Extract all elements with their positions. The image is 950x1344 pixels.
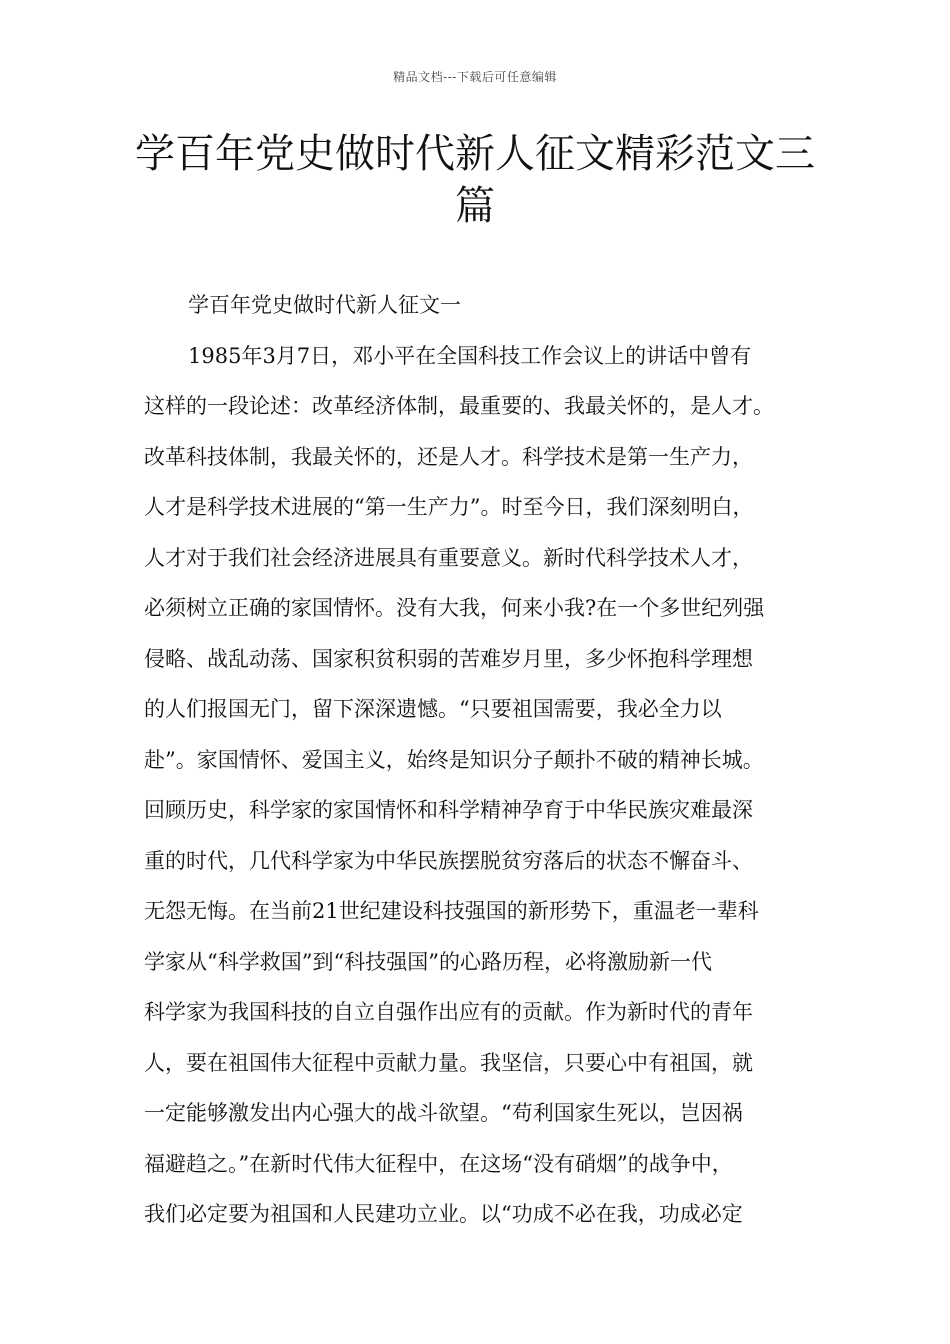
paragraph-line: 福避趋之。”在新时代伟大征程中，在这场“没有硝烟”的战争中， bbox=[144, 1151, 733, 1176]
paragraph-line: 学家从“科学救国”到“科技强国”的心路历程，必将激励新一代 bbox=[144, 949, 712, 974]
paragraph-line: 必须树立正确的家国情怀。没有大我，何来小我?在一个多世纪列强 bbox=[144, 596, 765, 620]
title-line-2: 篇 bbox=[455, 183, 495, 229]
paragraph-line: 回顾历史，科学家的家国情怀和科学精神孕育于中华民族灾难最深 bbox=[144, 798, 753, 822]
paragraph-line: 重的时代，几代科学家为中华民族摆脱贫穷落后的状态不懈奋斗、 bbox=[144, 848, 753, 873]
paragraph-line: 赴”。家国情怀、爱国主义，始终是知识分子颠扑不破的精神长城。 bbox=[144, 747, 764, 772]
document-title bbox=[130, 128, 820, 232]
header-note: 精品文档---下载后可任意编辑 bbox=[393, 70, 557, 84]
body-text bbox=[144, 280, 834, 1240]
paragraph-line: 侵略、战乱动荡、国家积贫积弱的苦难岁月里，多少怀抱科学理想 bbox=[144, 646, 753, 671]
paragraph-line: 改革科技体制，我最关怀的，还是人才。科学技术是第一生产力， bbox=[144, 444, 753, 469]
paragraph-line: 我们必定要为祖国和人民建功立业。以“功成不必在我，功成必定 bbox=[144, 1202, 743, 1226]
paragraph-line: 的人们报国无门，留下深深遗憾。“只要祖国需要，我必全力以 bbox=[144, 697, 722, 721]
paragraph-line: 一定能够激发出内心强大的战斗欲望。“苟利国家生死以，岂因祸 bbox=[144, 1101, 743, 1125]
paragraph-line: 人，要在祖国伟大征程中贡献力量。我坚信，只要心中有祖国，就 bbox=[144, 1050, 753, 1075]
paragraph-line: 这样的一段论述：改革经济体制，最重要的、我最关怀的，是人才。 bbox=[144, 394, 774, 418]
paragraph-line: 人才对于我们社会经济进展具有重要意义。新时代科学技术人才， bbox=[144, 545, 753, 570]
paragraph-line: 无怨无悔。在当前21世纪建设科技强国的新形势下，重温老一辈科 bbox=[144, 899, 759, 923]
paragraph-line: 1985年3月7日，邓小平在全国科技工作会议上的讲话中曾有 bbox=[188, 343, 752, 368]
section-heading: 学百年党史做时代新人征文一 bbox=[188, 293, 461, 317]
title-line-1: 学百年党史做时代新人征文精彩范文三 bbox=[135, 131, 815, 177]
paragraph-line: 人才是科学技术进展的“第一生产力”。时至今日，我们深刻明白， bbox=[144, 495, 754, 519]
paragraph-line: 科学家为我国科技的自立自强作出应有的贡献。作为新时代的青年 bbox=[144, 1000, 753, 1024]
